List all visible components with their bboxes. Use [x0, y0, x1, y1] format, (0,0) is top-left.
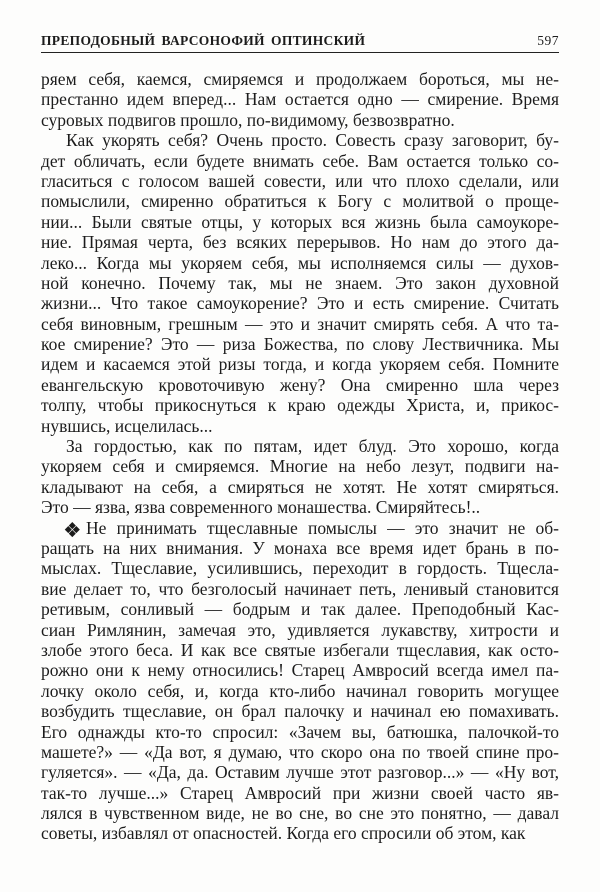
paragraph — [41, 69, 559, 130]
text-line: мыслах. Тщеславие, усилившись, переходит в гордость. Тщесла- — [41, 558, 559, 579]
text-line: себя виновным, грешным — это и значит смирять себя. А что та- — [41, 313, 559, 334]
text-line: ряем себя, каемся, смиряемся и продолжаем бороться, мы не- — [41, 69, 559, 89]
text-line: идем и касаемся этой ризы тогда, и когда укоряем себя. Помните — [41, 354, 559, 375]
text-line: Это — язва, язва современного монашества. Смиряйтесь!.. — [41, 497, 481, 518]
text-line: евангельскую кровоточивую жену? Она смиренно шла через — [41, 374, 559, 395]
text-line: лочку около себя, и, когда кто-либо начинал говорить могущее — [41, 680, 559, 701]
text-line: дет обличать, если будете внимать себе. Вам остается только со- — [41, 150, 559, 171]
text-line: возбудить тщеславие, он брал палочку и начинал ею помахивать. — [41, 701, 559, 722]
text-line: кладывают на себя, а смиряться не хотят. Не хотят смиряться. — [41, 476, 559, 497]
text-line: вие делает то, что безголосый начинает петь, ленивый становится — [41, 578, 559, 599]
text-line: так-то лучше...» Старец Амвросий при жизни своей часто яв- — [41, 782, 559, 803]
text-line: престанно идем вперед... Нам остается одно — смирение. Время — [41, 89, 559, 110]
text-line: рожно они к нему относились! Старец Амвросий всегда имел па- — [41, 660, 559, 681]
text-line: нувшись, исцелилась... — [41, 415, 213, 436]
text-line: злобе этого беса. И как все святые избегали тщеславия, как осто- — [41, 639, 559, 660]
quad-diamond-bullet-icon — [66, 523, 79, 536]
paragraph — [41, 518, 559, 844]
text-line: жизни... Что такое самоукорение? Это и есть смирение. Считать — [41, 293, 559, 314]
text-line: толпу, чтобы прикоснуться к краю одежды Христа, и, прикос- — [41, 395, 559, 416]
page-number: 597 — [537, 33, 559, 48]
text-line: машете?» — «Да вот, я думаю, что скоро она по твоей спине про- — [41, 741, 559, 762]
text-line: Его однажды кто-то спросил: «Зачем вы, батюшка, палочкой-то — [41, 721, 559, 742]
text-line: гуляется». — «Да, да. Оставим лучше этот разговор...» — «Ну вот, — [41, 762, 559, 783]
text-line: лялся в чувственном виде, не во сне, во сне это понятно, — давал — [41, 803, 559, 824]
text-line: помыслили, смиренно обратиться к Богу с молитвой о проще- — [41, 191, 559, 212]
paragraph — [41, 436, 559, 518]
text-line: сиан Римлянин, замечая это, удивляется лукавству, хитрости и — [41, 619, 559, 640]
body-text — [41, 69, 559, 844]
text-line: нии... Были святые отцы, у которых вся жизнь была самоукоре- — [41, 211, 559, 232]
text-line: За гордостью, как по пятам, идет блуд. Это хорошо, когда — [66, 436, 559, 457]
running-title: ПРЕПОДОБНЫЙ ВАРСОНОФИЙ ОПТИНСКИЙ — [41, 33, 366, 48]
text-line: ной конечно. Почему так, мы не знаем. Это закон духовной — [41, 272, 559, 293]
text-line: советы, избавлял от опасностей. Когда его спросили об этом, как — [41, 823, 526, 844]
text-line: гласиться с голосом вашей совести, или что плохо сделали, или — [41, 170, 559, 191]
text-line: суровых подвигов прошло, по-видимому, безвозвратно. — [41, 109, 455, 130]
text-line: ращать на них внимания. У монаха все время идет брань в по- — [41, 537, 559, 558]
text-line: леко... Когда мы укоряем себя, мы исполняемся силы — духов- — [41, 252, 559, 273]
text-line: Как укорять себя? Очень просто. Совесть сразу заговорит, бу- — [66, 130, 559, 151]
text-line: ретивым, сонливый — бодрым и так далее. Преподобный Кас- — [41, 599, 559, 620]
text-line: Не принимать тщеславные помыслы — это значит не об- — [41, 518, 559, 538]
text-line: укоряем себя и смиряемся. Многие на небо лезут, подвиги на- — [41, 456, 559, 477]
running-header — [41, 33, 559, 53]
paragraph — [41, 130, 559, 436]
text-line: кое смирение? Это — риза Божества, по слову Лествичника. Мы — [41, 334, 559, 355]
text-line: ние. Прямая черта, без всяких перерывов. Но нам до этого да- — [41, 232, 559, 253]
